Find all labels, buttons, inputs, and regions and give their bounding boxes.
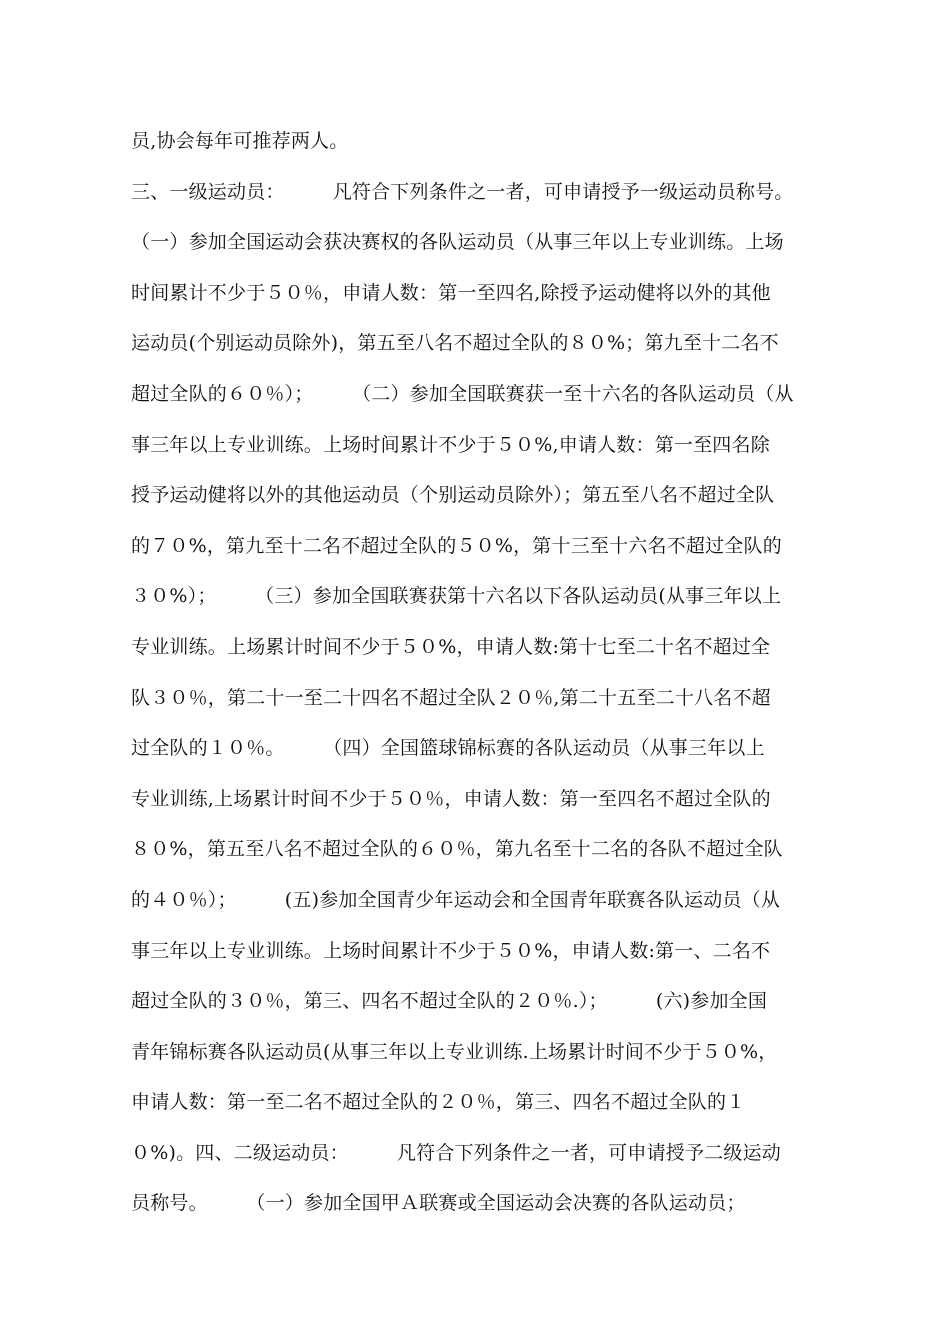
text-line: 的７０%，第九至十二名不超过全队的５０%，第十三至十六名不超过全队的 bbox=[131, 534, 782, 557]
text-line: ８０%，第五至八名不超过全队的６０％，第九名至十二名的各队不超过全队 bbox=[131, 838, 783, 861]
text-line: 队３０％，第二十一至二十四名不超过全队２０％,第二十五至二十八名不超 bbox=[131, 686, 771, 709]
text-line: 三、一级运动员： 凡符合下列条件之一者，可申请授予一级运动员称号。 bbox=[131, 180, 794, 203]
text-line: 青年锦标赛各队运动员(从事三年以上专业训练.上场累计时间不少于５０%， bbox=[131, 1040, 778, 1063]
text-line: 超过全队的３０％，第三、四名不超过全队的２０％.）； (六)参加全国 bbox=[131, 990, 768, 1013]
text-line: 授予运动健将以外的其他运动员（个别运动员除外）；第五至八名不超过全队 bbox=[131, 484, 775, 507]
text-line: 过全队的１０％。 （四）全国篮球锦标赛的各队运动员（从事三年以上 bbox=[131, 737, 765, 760]
text-line: 事三年以上专业训练。上场时间累计不少于５０%，申请人数:第一、二名不 bbox=[131, 939, 771, 962]
text-line: 申请人数：第一至二名不超过全队的２０％，第三、四名不超过全队的１ bbox=[131, 1091, 746, 1114]
text-line: （一）参加全国运动会获决赛权的各队运动员（从事三年以上专业训练。上场 bbox=[131, 231, 784, 254]
text-line: 员称号。 （一）参加全国甲Ａ联赛或全国运动会决赛的各队运动员； bbox=[131, 1192, 746, 1215]
text-line: 超过全队的６０％）； （二）参加全国联赛获一至十六名的各队运动员（从 bbox=[131, 382, 794, 405]
document-body bbox=[131, 116, 831, 1229]
text-line: 运动员(个别运动员除外)，第五至八名不超过全队的８０%；第九至十二名不 bbox=[131, 332, 779, 355]
text-line: 员,协会每年可推荐两人。 bbox=[131, 130, 349, 152]
text-line: 时间累计不少于５０％，申请人数：第一至四名,除授予运动健将以外的其他 bbox=[131, 281, 771, 304]
text-line: 的４０％）； (五)参加全国青少年运动会和全国青年联赛各队运动员（从 bbox=[131, 888, 781, 911]
text-line: ０%)。四、二级运动员： 凡符合下列条件之一者，可申请授予二级运动 bbox=[131, 1141, 781, 1164]
text-line: 事三年以上专业训练。上场时间累计不少于５０%,申请人数：第一至四名除 bbox=[131, 433, 770, 456]
text-line: ３０%）； （三）参加全国联赛获第十六名以下各队运动员(从事三年以上 bbox=[131, 585, 782, 608]
text-line: 专业训练。上场累计时间不少于５０%，申请人数:第十七至二十名不超过全 bbox=[131, 635, 771, 658]
text-line: 专业训练,上场累计时间不少于５０％，申请人数：第一至四名不超过全队的 bbox=[131, 787, 771, 810]
